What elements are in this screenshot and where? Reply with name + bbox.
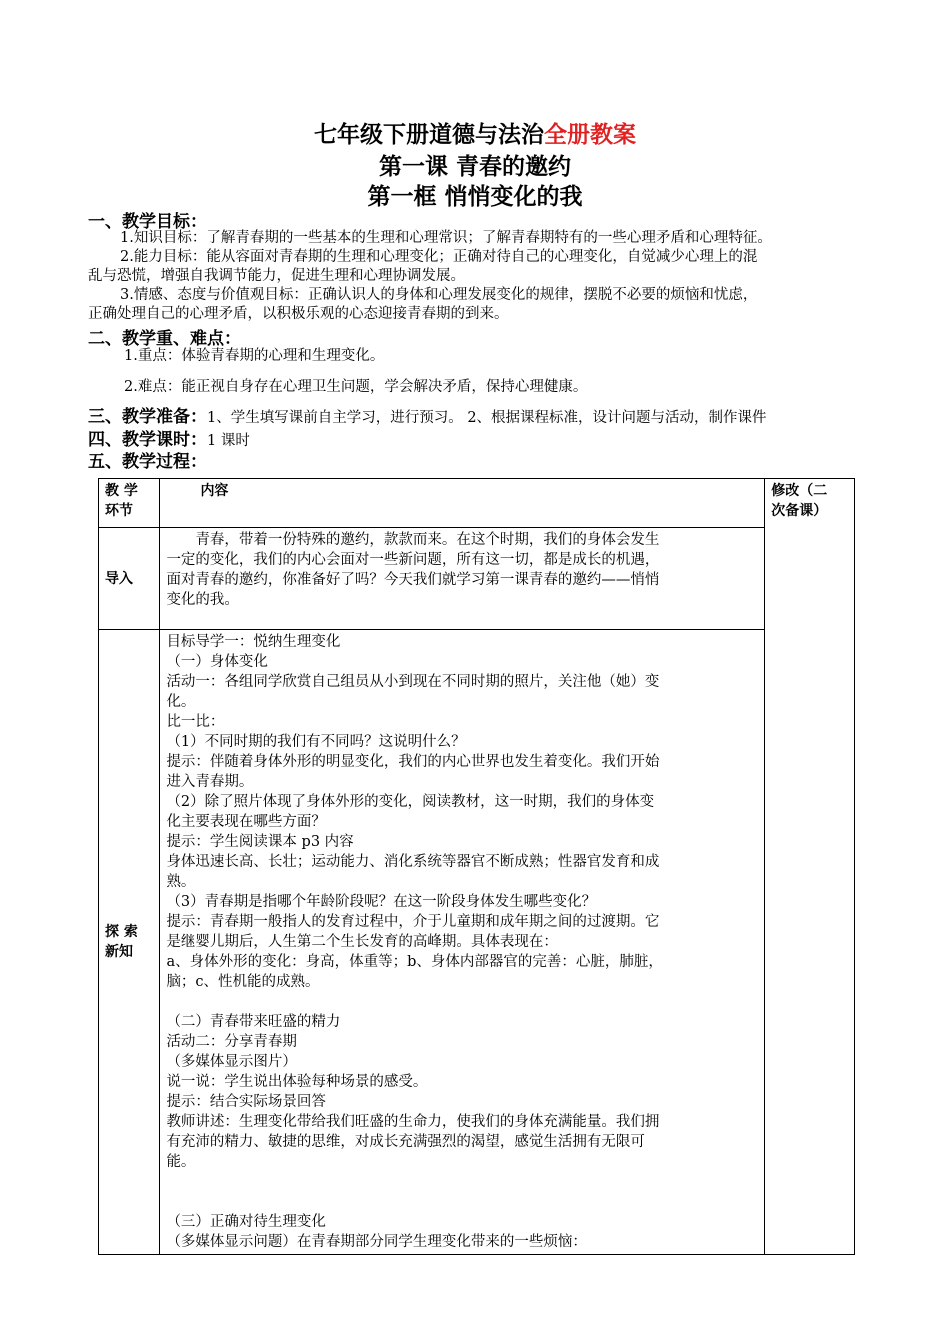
explore-line: 活动一：各组同学欣赏自己组员从小到现在不同时期的照片，关注他（她）变 [166, 674, 660, 690]
explore-line: 化。 [166, 694, 196, 710]
explore-line: 能。 [166, 1154, 196, 1170]
explore-line: 提示：结合实际场景回答 [166, 1094, 326, 1110]
explore-line: 教师讲述：生理变化带给我们旺盛的生命力，使我们的身体充满能量。我们拥 [166, 1114, 660, 1130]
intro-line: 面对青春的邀约，你准备好了吗？今天我们就学习第一课青春的邀约——悄悄 [166, 572, 660, 588]
explore-line [166, 1192, 758, 1212]
explore-line: 说一说：学生说出体验每种场景的感受。 [166, 1074, 428, 1090]
explore-line: 提示：伴随着身体外形的明显变化，我们的内心世界也发生着变化。我们开始 [166, 754, 660, 770]
title-highlight: 全册教案 [544, 122, 636, 148]
preparation-text: 1、学生填写课前自主学习，进行预习。 2、根据课程标准，设计问题与活动，制作课件 [207, 410, 767, 426]
preparation-heading: 三、教学准备： [88, 407, 207, 427]
header-revision: 修改（二 次备课） [765, 479, 855, 1255]
keypoints-heading: 二、教学重、难点： [88, 329, 241, 349]
explore-line: 比一比： [166, 714, 225, 730]
process-heading: 五、教学过程： [88, 452, 207, 472]
explore-line: （多媒体显示问题）在青春期部分同学生理变化带来的一些烦恼： [166, 1234, 587, 1250]
explore-line: （一）身体变化 [166, 654, 268, 670]
explore-line: 提示：学生阅读课本 p3 内容 [166, 834, 354, 850]
explore-line: 熟。 [166, 874, 196, 890]
goal-line: 3.情感、态度与价值观目标：正确认识人的身体和心理发展变化的规律，摆脱不必要的烦恼和忧虑， [120, 287, 758, 303]
explore-line: 活动二：分享青春期 [166, 1034, 297, 1050]
goals-heading: 一、教学目标： [88, 212, 207, 232]
explore-line: （三）正确对待生理变化 [166, 1214, 326, 1230]
preparation-row [88, 402, 767, 427]
intro-line: 一定的变化，我们的内心会面对一些新问题，所有这一切，都是成长的机遇， [166, 552, 660, 568]
intro-line: 变化的我。 [166, 592, 239, 608]
hours-text: 1 课时 [207, 433, 250, 449]
explore-line: （二）青春带来旺盛的精力 [166, 1014, 341, 1030]
explore-line [166, 992, 758, 1012]
explore-line: （3）青春期是指哪个年龄阶段呢？在这一阶段身体发生哪些变化？ [166, 894, 597, 910]
goal-line: 2.能力目标：能从容面对青春期的生理和心理变化；正确对待自己的心理变化，自觉减少心理上的混 [120, 249, 758, 265]
key-important: 1.重点：体验青春期的心理和生理变化。 [124, 348, 385, 364]
explore-line: a、身体外形的变化：身高，体重等；b、身体内部器官的完善：心脏，肺脏， [166, 954, 663, 970]
explore-line: 进入青春期。 [166, 774, 254, 790]
explore-line: 化主要表现在哪些方面？ [166, 814, 326, 830]
header-stage: 教 学 环节 [99, 479, 160, 528]
lesson-title: 第一课 青春的邀约 [378, 154, 571, 180]
document-title [0, 116, 950, 149]
section-title: 第一框 悄悄变化的我 [367, 184, 583, 210]
explore-label: 探 索 新知 [99, 630, 160, 1255]
header-content: 内容 [160, 479, 765, 528]
intro-label: 导入 [99, 528, 160, 630]
explore-line: 脑；c、性机能的成熟。 [166, 974, 320, 990]
explore-line: （2）除了照片体现了身体外形的变化，阅读教材，这一时期，我们的身体变 [166, 794, 655, 810]
explore-line: 目标导学一：悦纳生理变化 [166, 634, 341, 650]
explore-content [160, 630, 765, 1255]
hours-heading: 四、教学课时： [88, 430, 207, 450]
explore-line: 有充沛的精力、敏捷的思维，对成长充满强烈的渴望，感觉生活拥有无限可 [166, 1134, 645, 1150]
process-table [98, 478, 855, 1255]
explore-line: （1）不同时期的我们有不同吗？这说明什么？ [166, 734, 466, 750]
intro-content [160, 528, 765, 630]
intro-line: 青春，带着一份特殊的邀约，款款而来。在这个时期，我们的身体会发生 [195, 532, 660, 548]
goal-line: 乱与恐慌，增强自我调节能力，促进生理和心理协调发展。 [88, 268, 465, 284]
explore-line: 身体迅速长高、长壮；运动能力、消化系统等器官不断成熟；性器官发育和成 [166, 854, 660, 870]
goal-line: 1.知识目标：了解青春期的一些基本的生理和心理常识；了解青春期特有的一些心理矛盾和心理特征。 [120, 230, 772, 246]
explore-line: 提示：青春期一般指人的发育过程中，介于儿童期和成年期之间的过渡期。它 [166, 914, 660, 930]
goal-line: 正确处理自己的心理矛盾，以积极乐观的心态迎接青春期的到来。 [88, 306, 509, 322]
title-main: 七年级下册道德与法治 [314, 122, 544, 148]
explore-line [166, 1172, 758, 1192]
key-difficult: 2.难点：能正视自身存在心理卫生问题，学会解决矛盾，保持心理健康。 [124, 379, 588, 395]
explore-line: 是继婴儿期后，人生第二个生长发育的高峰期。具体表现在： [166, 934, 558, 950]
explore-line: （多媒体显示图片） [166, 1054, 297, 1070]
